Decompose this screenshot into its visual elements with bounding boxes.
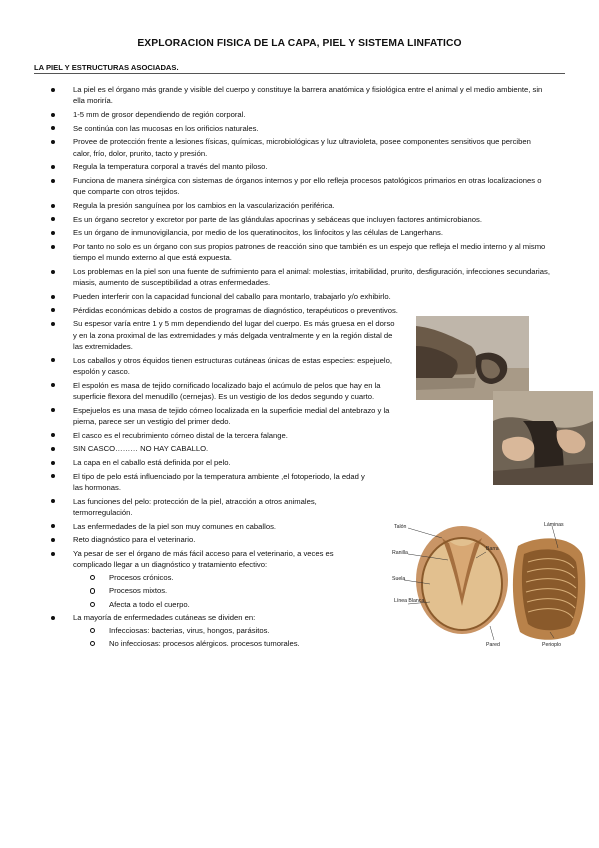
bullet-icon	[51, 308, 55, 312]
sub-list-item: No infecciosas: procesos alérgicos. procesos tumorales.	[73, 638, 551, 649]
document-title: EXPLORACION FISICA DE LA CAPA, PIEL Y SISTEMA LINFATICO	[137, 38, 462, 49]
ring-bullet-icon	[90, 641, 95, 646]
list-item: Se continúa con las mucosas en los orificios naturales.	[0, 123, 551, 134]
list-item: Los problemas en la piel son una fuente de sufrimiento para el animal: molestias, irritabilidad, prurito, desfiguración, infecciones secundarias, miasis, aumento de susceptibilidad a otras enfermedades.	[0, 266, 551, 289]
bullet-icon	[51, 245, 55, 249]
bullet-icon	[51, 358, 55, 362]
bullet-icon	[51, 165, 55, 169]
list-item: 1-5 mm de grosor dependiendo de región corporal.	[0, 109, 551, 120]
sub-list-item: Infecciosas: bacterias, virus, hongos, parásitos.	[73, 625, 551, 636]
list-item: Es un órgano secretor y excretor por parte de las glándulas apocrinas y sebáceas que incluyen factores antimicrobianos.	[0, 214, 551, 225]
list-item: Los caballos y otros équidos tienen estructuras cutáneas únicas de estas especies: espejuelo, espolón y casco.	[0, 355, 373, 378]
list-item: El espolón es masa de tejido cornificado localizado bajo el acúmulo de pelos que hay en la superficie flexora del menudillo (cernejas). Es un vestigio de los dedos segundo y cuarto.	[0, 380, 373, 403]
list-item: Ya pesar de ser el órgano de más fácil acceso para el veterinario, a veces es complicado llegar a un diagnóstico y tratamiento efectivo: Procesos crónicos. Procesos mixtos. Afecta a todo el cuerpo.	[0, 548, 378, 610]
list-item: El tipo de pelo está influenciado por la temperatura ambiente ,el fotoperiodo, la edad y las hormonas.	[0, 471, 378, 494]
bullet-icon	[51, 447, 55, 451]
hoof-photo	[416, 316, 529, 400]
list-item: Por tanto no solo es un órgano con sus propios patrones de reacción sino que también es un espejo que refleja el medio interno y al mismo tiempo el mundo externo al que está expuesta.	[0, 241, 551, 264]
bullet-icon	[51, 433, 55, 437]
list-item: Regula la presión sanguínea por los cambios en la vascularización periférica.	[0, 200, 551, 211]
bullet-icon	[51, 217, 55, 221]
bullet-icon	[51, 408, 55, 412]
bullet-icon	[51, 113, 55, 117]
sub-list-item: Afecta a todo el cuerpo.	[73, 599, 378, 610]
list-item: Provee de protección frente a lesiones físicas, químicas, microbiológicas y luz ultravioleta, posee componentes sensitivos que perciben calor, frío, dolor, prurito, tacto y presión.	[0, 136, 551, 159]
bullet-icon	[51, 231, 55, 235]
list-item: Pérdidas económicas debido a costos de programas de diagnóstico, terapéuticos o preventivos.	[0, 305, 373, 316]
bullet-icon	[51, 552, 55, 556]
list-item: La capa en el caballo está definida por el pelo.	[0, 457, 393, 468]
bullet-icon	[51, 295, 55, 299]
leg-exam-photo	[493, 391, 593, 485]
bullet-icon	[51, 616, 55, 620]
ring-bullet-icon	[90, 575, 95, 580]
bullet-icon	[51, 322, 55, 326]
list-item: La mayoría de enfermedades cutáneas se dividen en: Infecciosas: bacterias, virus, hongos, parásitos. No infecciosas: procesos alérgicos. procesos tumorales.	[0, 612, 551, 649]
list-item: La piel es el órgano más grande y visible del cuerpo y constituye la barrera anatómica y fisiológica entre el animal y el medio ambiente, sin ella moriría.	[0, 84, 551, 107]
list-item: Es un órgano de inmunovigilancia, por medio de los queratinocitos, los linfocitos y las células de Langerhans.	[0, 227, 551, 238]
list-item: El casco es el recubrimiento córneo distal de la tercera falange.	[0, 430, 393, 441]
label-perioplo: Perioplo	[542, 642, 562, 648]
label-barra: Barra	[486, 546, 499, 552]
bullet-icon	[51, 474, 55, 478]
sub-list	[73, 572, 378, 610]
list-item: Las enfermedades de la piel son muy comunes en caballos.	[0, 521, 378, 532]
hoof-photo-image	[416, 316, 529, 400]
label-laminas: Láminas	[544, 522, 564, 528]
bullet-icon	[51, 461, 55, 465]
list-item: SIN CASCO……… NO HAY CABALLO.	[0, 443, 393, 454]
bullet-icon	[51, 538, 55, 542]
list-item: Reto diagnóstico para el veterinario.	[0, 534, 378, 545]
bullet-icon	[51, 179, 55, 183]
list-item: Las funciones del pelo: protección de la piel, atracción a otros animales, termorregulación.	[0, 496, 378, 519]
hoof-anatomy-diagram	[390, 518, 590, 648]
bullet-icon	[51, 383, 55, 387]
bullet-icon	[51, 88, 55, 92]
bullet-icon	[51, 126, 55, 130]
bullet-icon	[51, 204, 55, 208]
list-item: Espejuelos es una masa de tejido córneo localizada en la superficie medial del antebrazo y la pierna, parece ser un vestigio del primer dedo.	[0, 405, 393, 428]
bullet-icon	[51, 499, 55, 503]
list-item: Regula la temperatura corporal a través del manto piloso.	[0, 161, 551, 172]
bullet-icon	[51, 524, 55, 528]
label-linea-blanca: Línea Blanca	[394, 598, 425, 604]
ring-bullet-icon	[90, 628, 95, 633]
sub-list-item: Procesos mixtos.	[73, 585, 378, 596]
label-ranilla: Ranilla	[392, 550, 408, 556]
bullet-icon	[51, 140, 55, 144]
label-pared: Pared	[486, 642, 500, 648]
leg-exam-photo-image	[493, 391, 593, 485]
label-talon: Talón	[394, 524, 407, 530]
label-suela: Suela	[392, 576, 406, 582]
bullet-icon	[51, 270, 55, 274]
hoof-diagram-labels	[390, 518, 590, 648]
list-item: Pueden interferir con la capacidad funcional del caballo para montarlo, trabajarlo y/o exhibirlo.	[0, 291, 551, 302]
ring-bullet-icon	[90, 588, 95, 593]
section-heading: LA PIEL Y ESTRUCTURAS ASOCIADAS.	[34, 63, 179, 72]
list-item: Funciona de manera sinérgica con sistemas de órganos internos y por ello refleja procesos patológicos primarios en otras localizaciones o que comparte con otros tejidos.	[0, 175, 551, 198]
list-item: Su espesor varía entre 1 y 5 mm dependiendo del lugar del cuerpo. Es más gruesa en el dorso y en la zona proximal de las extremidades y más delgada ventralmente y en la región distal de las extremidades.	[0, 318, 373, 352]
sub-list-item: Procesos crónicos.	[73, 572, 378, 583]
ring-bullet-icon	[90, 602, 95, 607]
heading-divider	[34, 73, 565, 74]
